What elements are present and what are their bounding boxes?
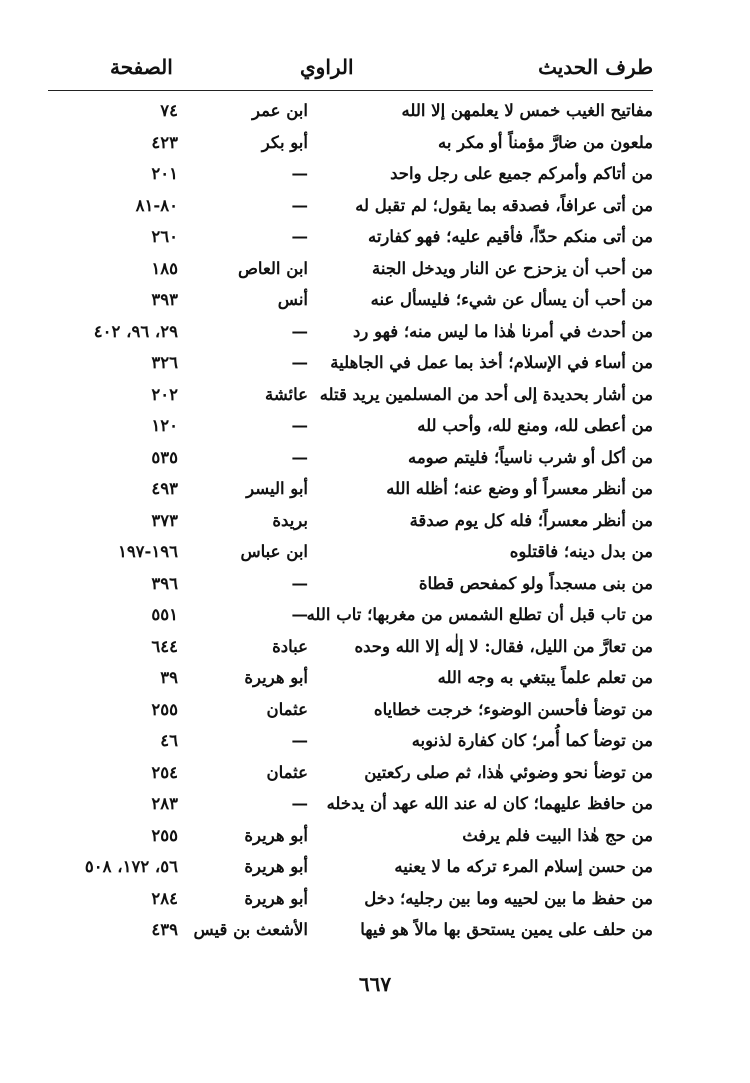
page-reference: ٥٣٥ [151, 447, 178, 467]
table-row [48, 381, 653, 413]
table-row [48, 570, 653, 602]
hadith-text: من حافظ عليهما؛ كان له عند الله عهد أن يدخله [326, 794, 653, 813]
narrator-name: أبو هريرة [244, 857, 308, 876]
narrator-name: — [291, 416, 308, 435]
narrator-name: الأشعث بن قيس [193, 920, 308, 939]
page-reference: ٢٦٠ [151, 227, 178, 246]
hadith-text: من أحب أن يزحزح عن النار ويدخل الجنة [372, 258, 653, 278]
narrator-name: أبو هريرة [244, 888, 308, 908]
hadith-text: من أعطى لله، ومنع لله، وأحب لله [417, 416, 653, 435]
table-row [48, 192, 653, 224]
page-reference: ٤٩٣ [151, 479, 178, 498]
table-row [48, 664, 653, 696]
hadith-text: من أكل أو شرب ناسياً؛ فليتم صومه [407, 447, 653, 467]
table-row [48, 538, 653, 570]
index-table [48, 97, 653, 948]
hadith-text: من أنظر معسراً؛ فله كل يوم صدقة [409, 510, 653, 530]
table-row [48, 475, 653, 507]
hadith-text: من أتى منكم حدّاً، فأقيم عليه؛ فهو كفارته [367, 227, 653, 246]
page-reference: ٤٢٣ [151, 132, 178, 152]
page-reference: ٥٦، ١٧٢، ٥٠٨ [84, 857, 178, 876]
page-reference: ٣٧٣ [151, 510, 178, 530]
hadith-text: من أتى عرافاً، فصدقه بما يقول؛ لم تقبل له [355, 195, 653, 215]
hadith-text: من حج هٰذا البيت فلم يرفث [462, 825, 653, 845]
page-reference: ٤٦ [160, 731, 178, 750]
hadith-text: مفاتيح الغيب خمس لا يعلمهن إلا الله [401, 101, 653, 120]
table-row [48, 507, 653, 539]
page-reference: ٢٨٣ [151, 794, 178, 813]
page-reference: ٢٥٤ [151, 762, 178, 782]
table-row [48, 885, 653, 917]
table-row [48, 97, 653, 129]
table-row [48, 160, 653, 192]
header-hadith: طرف الحديث [538, 55, 653, 79]
table-row [48, 853, 653, 885]
narrator-name: — [291, 573, 308, 593]
page-reference: ٧٤ [160, 101, 178, 120]
page-reference: ٢٥٥ [151, 699, 178, 719]
page-reference: ٥٥١ [151, 605, 178, 624]
table-row [48, 349, 653, 381]
header-narrator: الراوي [300, 55, 354, 79]
hadith-text: من أساء في الإسلام؛ أخذ بما عمل في الجاهلية [330, 353, 653, 372]
table-row [48, 633, 653, 665]
narrator-name: أبو هريرة [244, 668, 308, 687]
table-header [48, 55, 653, 91]
hadith-text: من توضأ فأحسن الوضوء؛ خرجت خطاياه [373, 699, 653, 719]
narrator-name: — [291, 164, 308, 183]
table-row [48, 129, 653, 161]
table-row [48, 601, 653, 633]
narrator-name: أبو بكر [261, 132, 308, 152]
narrator-name: ابن عمر [252, 101, 308, 120]
hadith-text: من حفظ ما بين لحييه وما بين رجليه؛ دخل [364, 888, 653, 908]
narrator-name: — [291, 195, 308, 215]
hadith-text: من أحب أن يسأل عن شيء؛ فليسأل عنه [370, 290, 653, 309]
page-reference: ٢٠٢ [151, 384, 178, 404]
page-reference: ١٨٥ [151, 258, 178, 278]
narrator-name: ابن عباس [240, 542, 308, 561]
header-page: الصفحة [110, 55, 173, 79]
hadith-text: من حلف على يمين يستحق بها مالاً هو فيها [360, 920, 653, 939]
page-reference: ١٢٠ [151, 416, 178, 435]
header-rule [48, 90, 653, 91]
narrator-name: أبو اليسر [246, 479, 308, 498]
table-row [48, 727, 653, 759]
page-reference: ٢٨٤ [151, 888, 178, 908]
hadith-text: من تاب قبل أن تطلع الشمس من مغربها؛ تاب الله [306, 605, 653, 624]
hadith-text: من تعلم علماً يبتغي به وجه الله [437, 668, 653, 687]
narrator-name: بريدة [272, 510, 308, 530]
table-row [48, 223, 653, 255]
table-row [48, 822, 653, 854]
narrator-name: — [291, 447, 308, 467]
narrator-name: عبادة [272, 636, 308, 656]
page-reference: ٣٩٣ [151, 290, 178, 309]
hadith-text: من حسن إسلام المرء تركه ما لا يعنيه [394, 857, 653, 876]
narrator-name: — [291, 353, 308, 372]
page-number: ٦٦٧ [358, 972, 392, 996]
page-reference: ٢٥٥ [151, 825, 178, 845]
narrator-name: عائشة [264, 384, 308, 404]
hadith-text: من توضأ كما أُمر؛ كان كفارة لذنوبه [411, 731, 653, 750]
narrator-name: عثمان [266, 699, 308, 719]
hadith-text: من أحدث في أمرنا هٰذا ما ليس منه؛ فهو رد [353, 321, 653, 341]
narrator-name: — [291, 227, 308, 246]
hadith-text: من أشار بحديدة إلى أحد من المسلمين يريد قتله [319, 384, 653, 404]
hadith-text: ملعون من ضارَّ مؤمناً أو مكر به [437, 132, 653, 152]
narrator-name: — [291, 321, 308, 341]
page-reference: ٦٤٤ [151, 636, 178, 656]
narrator-name: أنس [277, 290, 308, 309]
page-reference: ٢٠١ [151, 164, 178, 183]
page-reference: ٨٠-٨١ [135, 195, 178, 215]
narrator-name: عثمان [266, 762, 308, 782]
table-row [48, 412, 653, 444]
narrator-name: — [291, 794, 308, 813]
table-row [48, 696, 653, 728]
narrator-name: ابن العاص [237, 258, 308, 278]
narrator-name: — [291, 605, 308, 624]
table-row [48, 790, 653, 822]
hadith-text: من بنى مسجداً ولو كمفحص قطاة [418, 573, 653, 593]
table-row [48, 255, 653, 287]
page-reference: ٣٩٦ [151, 573, 178, 593]
page-reference: ٢٩، ٩٦، ٤٠٢ [93, 321, 178, 341]
page-reference: ٣٩ [160, 668, 178, 687]
table-row [48, 444, 653, 476]
hadith-text: من أنظر معسراً أو وضع عنه؛ أظله الله [386, 479, 653, 498]
narrator-name: أبو هريرة [244, 825, 308, 845]
hadith-text: من أتاكم وأمركم جميع على رجل واحد [390, 164, 653, 183]
hadith-text: من توضأ نحو وضوئي هٰذا، ثم صلى ركعتين [364, 762, 653, 782]
table-row [48, 286, 653, 318]
page-reference: ١٩٦-١٩٧ [117, 542, 178, 561]
page-reference: ٣٢٦ [151, 353, 178, 372]
page-reference: ٤٣٩ [151, 920, 178, 939]
hadith-text: من بدل دينه؛ فاقتلوه [509, 542, 653, 561]
narrator-name: — [291, 731, 308, 750]
table-row [48, 916, 653, 948]
hadith-text: من تعارَّ من الليل، فقال: لا إلٰه إلا الله وحده [354, 636, 653, 656]
table-row [48, 759, 653, 791]
table-row [48, 318, 653, 350]
